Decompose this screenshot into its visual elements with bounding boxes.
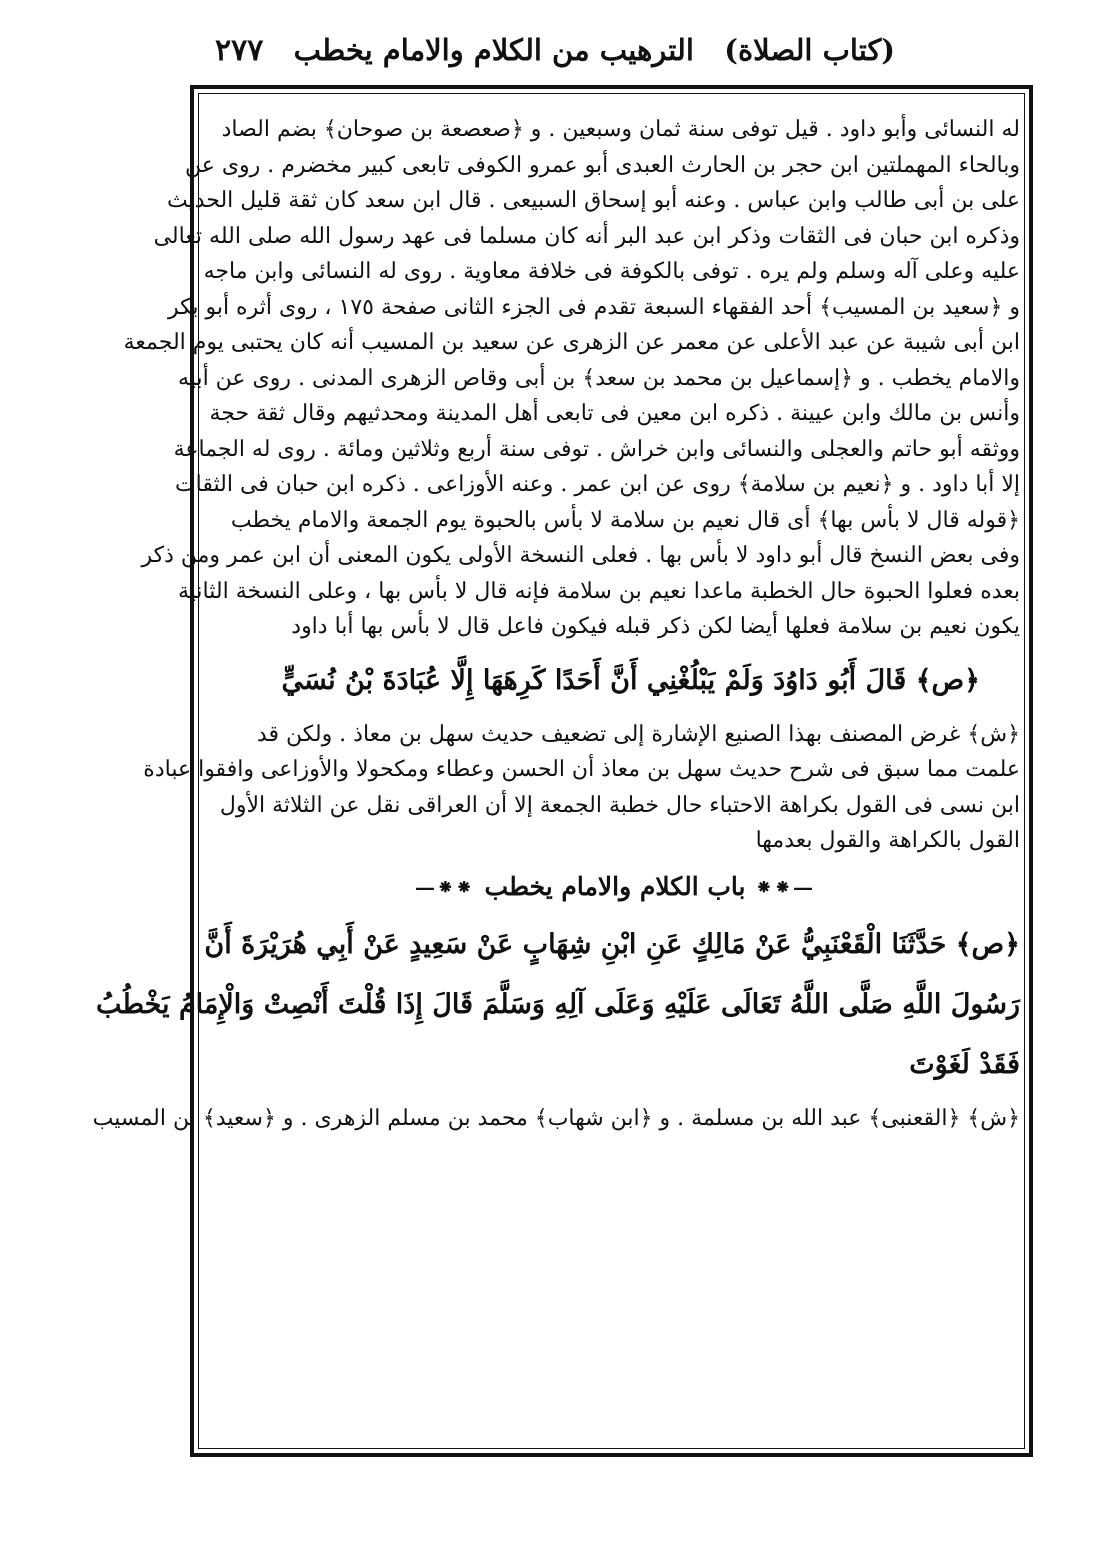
hadith-block — [95, 915, 1020, 1095]
text-line: ﴿قوله قال لا بأس بها﴾ أى قال نعيم بن سلامة لا بأس بالحبوة يوم الجمعة والامام يخطب — [230, 507, 1020, 533]
text-line: ﴿ش﴾ غرض المصنف بهذا الصنيع الإشارة إلى تضعيف حديث سهل بن معاذ . ولكن قد — [256, 721, 1020, 747]
text-line: يكون نعيم بن سلامة فعلها أيضا لكن ذكر قبله فيكون فاعل قال لا بأس بها أبا داود — [291, 614, 1020, 639]
ornament-right-icon: —⁕⁕ — [755, 874, 815, 899]
text-line: عليه وعلى آله وسلم ولم يره . توفى بالكوفة فى خلافة معاوية . روى له النسائى وابن ماجه — [203, 259, 1020, 284]
commentary-line: ﴿ش﴾ ﴿القعنبى﴾ عبد الله بن مسلمة . و ﴿ابن شهاب﴾ محمد بن مسلم الزهرى . و ﴿سعيد﴾ بن المسيب — [92, 1105, 1020, 1131]
text-line: والامام يخطب . و ﴿إسماعيل بن محمد بن سعد﴾ بن أبى وقاص الزهرى المدنى . روى عن أبيه — [178, 365, 1020, 391]
text-line: ابن نسى فى القول بكراهة الاحتباء حال خطبة الجمعة إلا أن العراقى نقل عن الثلاثة الأول — [219, 792, 1020, 818]
hadith-text-line: فَقَدْ لَغَوْتَ — [909, 1048, 1020, 1080]
text-line: و ﴿سعيد بن المسيب﴾ أحد الفقهاء السبعة تقدم فى الجزء الثانى صفحة ١٧٥ ، روى أثره أبو بكر — [168, 294, 1020, 320]
ornament-left-icon: ⁕⁕— — [415, 874, 475, 899]
text-line: وذكره ابن حبان فى الثقات وذكر ابن عبد البر أنه كان مسلما فى عهد رسول الله صلى الله تعالى — [153, 223, 1020, 249]
chapter-title: باب الكلام والامام يخطب — [484, 871, 746, 901]
commentary-paragraph-1 — [123, 112, 1020, 645]
running-head-section: الترهيب من الكلام والامام يخطب — [293, 33, 694, 67]
text-line: وفى بعض النسخ قال أبو داود لا بأس بها . فعلى النسخة الأولى يكون المعنى أن ابن عمر ومن ذكر — [141, 543, 1020, 568]
hadith-text-line: رَسُولَ اللَّهِ صَلَّى اللَّهُ تَعَالَى عَلَيْهِ وَعَلَى آلِهِ وَسَلَّمَ قَالَ إِذَا قُلْتَ أَنْصِتْ وَالْإِمَامُ يَخْطُبُ — [95, 988, 1020, 1020]
page-number: ٢٧٧ — [215, 32, 264, 68]
chapter-heading — [210, 859, 1020, 915]
text-line: ووثقه أبو حاتم والعجلى والنسائى وابن خراش . توفى سنة أربع وثلاثين ومائة . روى له الجماعة — [173, 436, 1020, 462]
page-body — [92, 112, 1020, 1136]
hadith-text: ﴿ص﴾ قَالَ أَبُو دَاوُدَ وَلَمْ يَبْلُغْنِي أَنَّ أَحَدًا كَرِهَهَا إِلَّا عُبَادَةَ بْنُ نُسَيٍّ — [281, 664, 980, 696]
page-header — [215, 22, 895, 78]
text-line: ابن أبى شيبة عن عبد الأعلى عن معمر عن الزهرى عن سعيد بن المسيب أنه كان يحتبى يوم الجمعة — [123, 330, 1020, 355]
text-line: على بن أبى طالب وابن عباس . وعنه أبو إسحاق السبيعى . قال ابن سعد كان ثقة قليل الحديث — [166, 188, 1020, 213]
commentary-paragraph-2 — [143, 717, 1020, 859]
text-line: القول بالكراهة والقول بعدمها — [755, 828, 1020, 853]
hadith-text-line: ﴿ص﴾ حَدَّثَنَا الْقَعْنَبِيُّ عَنْ مَالِكٍ عَنِ ابْنِ شِهَابٍ عَنْ سَعِيدٍ عَنْ أَبِي هُرَيْرَةَ أَنَّ — [204, 928, 1020, 960]
text-line: له النسائى وأبو داود . قيل توفى سنة ثمان وسبعين . و ﴿صعصعة بن صوحان﴾ بضم الصاد — [221, 117, 1020, 142]
text-line: وبالحاء المهملتين ابن حجر بن الحارث العبدى أبو عمرو الكوفى تابعى كبير مخضرم . روى عن — [184, 152, 1020, 178]
text-line: بعده فعلوا الحبوة حال الخطبة ماعدا نعيم بن سلامة فإنه قال لا بأس بها ، وعلى النسخة الثانية — [177, 578, 1020, 604]
running-head-chapter: (كتاب الصلاة) — [724, 33, 895, 67]
text-line: وأنس بن مالك وابن عيينة . ذكره ابن معين فى تابعى أهل المدينة ومحدثيهم وقال ثقة حجة — [209, 401, 1020, 426]
text-line: علمت مما سبق فى شرح حديث سهل بن معاذ أن الحسن وعطاء ومكحولا والأوزاعى وافقوا عبادة — [143, 757, 1020, 782]
text-line: إلا أبا داود . و ﴿نعيم بن سلامة﴾ روى عن ابن عمر . وعنه الأوزاعى . ذكره ابن حبان فى الثقات — [174, 472, 1020, 497]
